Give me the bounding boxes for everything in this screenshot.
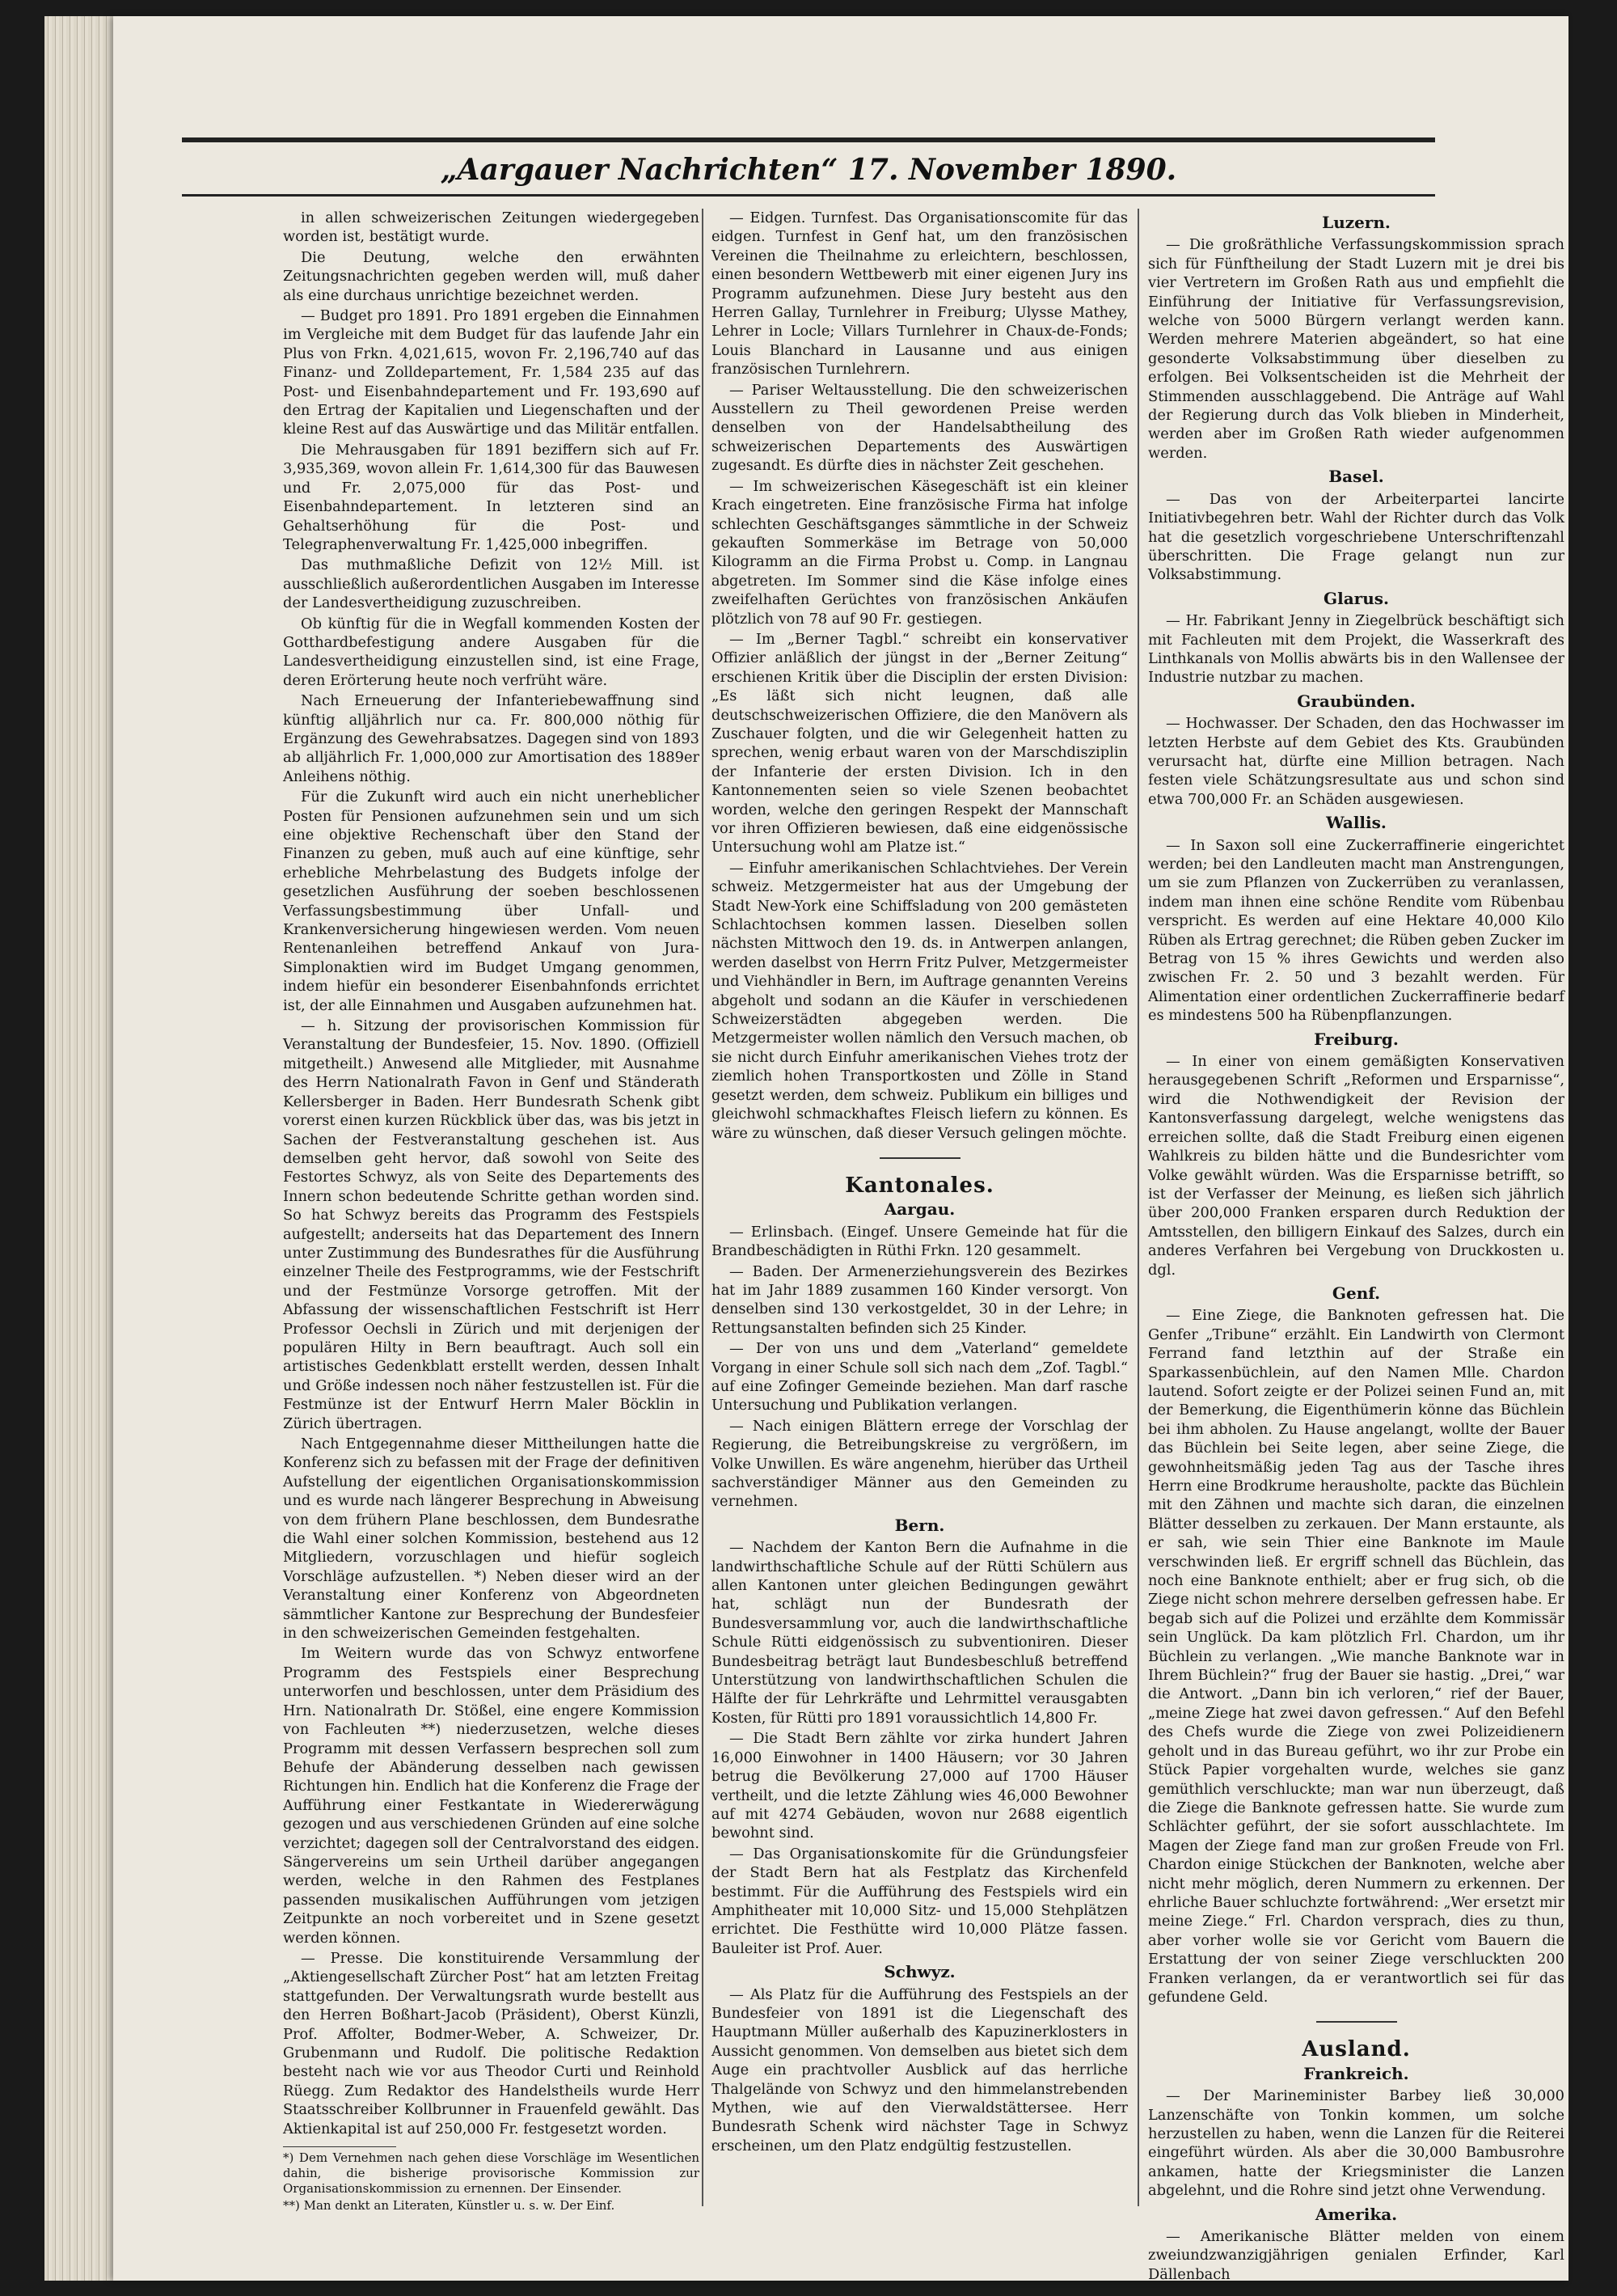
subsection-title-wallis: Wallis. xyxy=(1326,813,1387,833)
footnotes xyxy=(283,2150,699,2214)
article-paragraph: — Im schweizerischen Käsegeschäft ist ein kleiner Krach eingetreten. Eine französische Firma hat infolge schlechten Geschäftsganges sämmtliche in der Schweiz gekauften Sommerkäse im Betrage von 50,000 Kilogramm an die Firma Probst u. Comp. in Langnau abgetreten. Im Sommer sind die Käse infolge eines zweifelhaften Gerüchtes von französischen Ankäufen plötzlich von 78 auf 90 Fr. gestiegen. xyxy=(711,477,1128,628)
article-paragraph: — Im „Berner Tagbl.“ schreibt ein konservativer Offizier anläßlich der jüngst in der „Berner Zeitung“ erschienen Kritik über die Disciplin der ersten Division: „Es läßt sich nicht leugnen, daß alle deutschschweizerischen Offiziere, die den Manövern als Zuschauer folgten, und die wir Gelegenheit hatten zu sprechen, wenig erbaut waren von der Marschdisziplin der Infanterie der ersten Division. Ich in den Kantonnementen seien so viele Szenen beobachtet worden, welche den geringen Respekt der Mannschaft vor ihren Offizieren bewiesen, daß eine eidgenössische Untersuchung wohl am Platze ist.“ xyxy=(711,630,1128,856)
article-paragraph: — In Saxon soll eine Zuckerraffinerie eingerichtet werden; bei den Landleuten macht man Anstrengungen, um sie zum Pflanzen von Zuckerrüben zu veranlassen, indem man ihnen eine schöne Rendite vom Rübenbau verspricht. Es werden auf eine Hektare 40,000 Kilo Rüben als Ertrag gerechnet; die Rüben geben Zucker im Betrag von 15 % ihres Gewichts und werden also zwischen Fr. 2. 50 und 3 bezahlt werden. Für Alimentation einer ordentlichen Zuckerraffinerie bedarf es mindestens 500 ha Rübenpflanzungen. xyxy=(1148,836,1564,1025)
article-paragraph: — Die großräthliche Verfassungskommission sprach sich für Fünftheilung der Stadt Luzern mit je drei bis vier Vertretern im Großen Rath aus und empfiehlt die Einführung der Initiative für Verfassungsrevision, welche von 5000 Bürgern verlangt werden kann. Werden mehrere Materien abgeändert, so hat eine gesonderte Volksabstimmung über dieselben zu erfolgen. Bei Volksentscheiden ist die Mehrheit der Stimmenden ausschlaggebend. Die Anträge auf Wahl der Regierung durch das Volk blieben in Minderheit, werden aber im Großen Rath wieder aufgenommen werden. xyxy=(1148,236,1564,462)
section-rule xyxy=(880,1157,960,1159)
article-paragraph: — In einer von einem gemäßigten Konservativen herausgegebenen Schrift „Reformen und Ersparnisse“, wird die Nothwendigkeit der Revision der Kantonsverfassung dargelegt, welche wenigstens das erreichen sollte, daß die Stadt Freiburg einen eigenen Wahlkreis zu bilden hätte und die Bundesrichter vom Volke gewählt würden. Was die Ersparnisse betrifft, so ist der Verfasser der Meinung, es ließen sich jährlich über 200,000 Franken ersparen durch Reduktion der Amtsstellen, den billigern Einkauf des Salzes, durch ein anderes Verfahren bei Vergebung von Druckkosten u. dgl. xyxy=(1148,1053,1564,1279)
article-paragraph: — Nachdem der Kanton Bern die Aufnahme in die landwirthschaftliche Schule auf der Rütti Schülern aus allen Kantonen unter gleichen Bedingungen gewährt hat, schlägt nun der Bundesrath der Bundesversammlung vor, auch die landwirthschaftliche Schule Rütti eidgenössisch zu subventioniren. Dieser Bundesbeitrag beträgt laut Bundesbeschluß betreffend Unterstützung von landwirthschaftlichen Schulen die Hälfte der für Lehrkräfte und Lehrmittel verausgabten Kosten, für Rütti pro 1891 voraussichtlich 14,800 Fr. xyxy=(711,1539,1128,1727)
article-paragraph: — Der Marineminister Barbey ließ 30,000 Lanzenschäfte von Tonkin kommen, um solche herzustellen zu haben, wenn die Lanzen für die Reiterei eingeführt würden. Als aber die 30,000 Bambusrohre ankamen, hatte der Kriegsminister die Lanzen abgelehnt, und die Rohre sind jetzt ohne Verwendung. xyxy=(1148,2087,1564,2200)
subsection-title-amerika: Amerika. xyxy=(1315,2204,1398,2224)
article-paragraph: — Eidgen. Turnfest. Das Organisationscomite für das eidgen. Turnfest in Genf hat, um den französischen Vereinen die Theilnahme zu erleichtern, beschlossen, einen besondern Wettbewerb mit einer eigenen Jury ins Programm aufzunehmen. Diese Jury besteht aus den Herren Gallay, Turnlehrer in Freiburg; Ulysse Mathey, Lehrer in Locle; Villars Turnlehrer in Chaux-de-Fonds; Louis Blanchard in Lausanne und aus einigen französischen Turnlehrern. xyxy=(711,209,1128,378)
article-paragraph: — h. Sitzung der provisorischen Kommission für Veranstaltung der Bundesfeier, 15. Nov. 1890. (Offiziell mitgetheilt.) Anwesend alle Mitglieder, mit Ausnahme des Herrn Nationalrath Favon in Genf und Ständerath Kellersberger in Baden. Herr Bundesrath Schenk gibt vorerst einen kurzen Rückblick über das, was bis jetzt in Sachen der Festveranstaltung geschehen ist. Aus demselben geht hervor, daß sowohl von Seite des Festortes Schwyz, als von Seite des Departements des Innern schon bedeutende Schritte gethan worden sind. So hat Schwyz bereits das Programm des Festspiels aufgestellt; anderseits hat das Departement des Innern unter Zustimmung des Bundesrathes für die Ausführung einzelner Theile des Festprogramms, wie der Festschrift und der Festmünze Vorsorge getroffen. Mit der Abfassung der wissenschaftlichen Festschrift ist Herr Professor Oechsli in Zürich und mit derjenigen der populären Hilty in Bern beauftragt. Auch soll ein artistisches Gedenkblatt erstellt werden, dessen Inhalt und Größe indessen noch näher festzustellen ist. Für die Festmünze ist der Entwurf Herrn Maler Böcklin in Zürich übertragen. xyxy=(283,1017,699,1432)
header-rule-top xyxy=(182,137,1435,142)
article-paragraph: — Pariser Weltausstellung. Die den schweizerischen Ausstellern zu Theil gewordenen Preise werden denselben von der Handelsabtheilung des schweizerischen Departements des Auswärtigen zugesandt. Es dürfte dies in nächster Zeit geschehen. xyxy=(711,381,1128,475)
article-paragraph: — Presse. Die konstituirende Versammlung der „Aktiengesellschaft Zürcher Post“ hat am letzten Freitag stattgefunden. Der Verwaltungsrath wurde bestellt aus den Herren Boßhart-Jacob (Präsident), Oberst Künzli, Prof. Affolter, Bodmer-Weber, A. Schweizer, Dr. Grubenmann und Rudolf. Die politische Redaktion besteht nach wie vor aus Theodor Curti und Reinhold Rüegg. Zum Redaktor des Handelstheils wurde Herr Staatsschreiber Kollbrunner in Frauenfeld gewählt. Das Aktienkapital ist auf 250,000 Fr. festgesetzt worden. xyxy=(283,1949,699,2137)
article-paragraph: in allen schweizerischen Zeitungen wiedergegeben worden ist, bestätigt wurde. xyxy=(283,209,699,246)
column-right xyxy=(1148,209,1564,2285)
article-paragraph: Die Mehrausgaben für 1891 beziffern sich auf Fr. 3,935,369, wovon allein Fr. 1,614,300 für das Bauwesen und Fr. 2,075,000 für das Post- und Eisenbahndepartement. In letzteren sind an Gehaltserhöhung für die Post- und Telegraphenverwaltung Fr. 1,425,000 inbegriffen. xyxy=(283,441,699,553)
article-paragraph: — Die Stadt Bern zählte vor zirka hundert Jahren 16,000 Einwohner in 1400 Häusern; vor 30 Jahren betrug die Bevölkerung 27,000 auf 1700 Häuser vertheilt, und die letzte Zählung wies 46,000 Bewohner auf mit 4274 Gebäuden, wovon nur 2688 eigentlich bewohnt sind. xyxy=(711,1730,1128,1842)
section-title-kantonales: Kantonales. xyxy=(845,1173,994,1198)
article-paragraph: Für die Zukunft wird auch ein nicht unerheblicher Posten für Pensionen aufzunehmen sein und um sich eine objektive Rechenschaft über den Stand der Finanzen zu geben, muß auch auf eine künftige, sehr erhebliche Mehrbelastung des Budgets infolge der gesetzlichen Ausführung der soeben beschlossenen Verfassungsbestimmung über Unfall- und Krankenversicherung hingewiesen werden. Vom neuen Rentenanleihen betreffend Ankauf von Jura-Simplonaktien wird im Budget Umgang genommen, indem hiefür ein besonderer Eisenbahnfonds errichtet ist, der alle Einnahmen und Ausgaben aufzunehmen hat. xyxy=(283,789,699,1014)
article-paragraph: — Das Organisationskomite für die Gründungsfeier der Stadt Bern hat als Festplatz das Kirchenfeld bestimmt. Für die Aufführung des Festspiels wird ein Amphitheater mit 10,000 Sitz- und 15,000 Stehplätzen errichtet. Die Festhütte wird 10,000 Plätze fassen. Bauleiter ist Prof. Auer. xyxy=(711,1845,1128,1957)
subsection-title-basel: Basel. xyxy=(1328,467,1384,487)
article-paragraph: — Als Platz für die Aufführung des Festspiels an der Bundesfeier von 1891 ist die Liegenschaft des Hauptmann Müller außerhalb des Kapuzinerklosters in Aussicht genommen. Von demselben aus bietet sich dem Auge ein prachtvoller Ausblick auf das herrliche Thalgelände von Schwyz und den himmelanstrebenden Mythen, wie auf den Vierwaldstättersee. Herr Bundesrath Schenk wird nächster Tage in Schwyz erscheinen, um den Platz endgültig festzustellen. xyxy=(711,1985,1128,2154)
article-paragraph: — Budget pro 1891. Pro 1891 ergeben die Einnahmen im Vergleiche mit dem Budget für das laufende Jahr ein Plus von Frkn. 4,021,615, wovon Fr. 2,196,740 auf das Finanz- und Zolldepartement, Fr. 1,584 235 auf das Post- und Eisenbahndepartement und Fr. 193,690 auf den Ertrag der Kapitalien und Liegenschaften und der kleine Rest auf das Auswärtige und das Militär entfallen. xyxy=(283,307,699,438)
header-rule-bottom xyxy=(182,194,1435,197)
subsection-title-graubuenden: Graubünden. xyxy=(1297,691,1416,711)
article-paragraph: — Baden. Der Armenerziehungsverein des Bezirkes hat im Jahr 1889 zusammen 160 Kinder versorgt. Von denselben sind 130 verkostgeldet, 30 in der Lehre; in Rettungsanstalten befinden sich 25 Kinder. xyxy=(711,1262,1128,1337)
article-paragraph: — Nach einigen Blättern errege der Vorschlag der Regierung, die Betreibungskreise zu vergrößern, im Volke Unwillen. Es wäre angenehm, hierüber das Urtheil sachverständiger Männer aus den Gemeinden zu vernehmen. xyxy=(711,1417,1128,1511)
subsection-title-schwyz: Schwyz. xyxy=(884,1962,956,1982)
article-paragraph: Ob künftig für die in Wegfall kommenden Kosten der Gotthardbefestigung andere Ausgaben für die Landesvertheidigung einzustellen sind, ist eine Frage, deren Erörterung heute noch verfrüht wäre. xyxy=(283,615,699,689)
column-left xyxy=(283,209,699,2215)
footnote: **) Man denkt an Literaten, Künstler u. s. w. Der Einf. xyxy=(283,2198,615,2214)
footnote: *) Dem Vernehmen nach gehen diese Vorschläge im Wesentlichen dahin, die bisherige provisorische Kommission zur Organisationskommission zu ernennen. Der Einsender. xyxy=(283,2150,699,2197)
article-paragraph: Das muthmaßliche Defizit von 12½ Mill. ist ausschließlich außerordentlichen Ausgaben im Interesse der Landesvertheidigung zuzuschreiben. xyxy=(283,556,699,612)
column-middle xyxy=(711,209,1128,2157)
subsection-title-glarus: Glarus. xyxy=(1324,588,1389,608)
article-paragraph: — Erlinsbach. (Eingef. Unsere Gemeinde hat für die Brandbeschädigten in Rüthi Frkn. 120 gesammelt. xyxy=(711,1223,1128,1260)
article-paragraph: Nach Entgegennahme dieser Mittheilungen hatte die Konferenz sich zu befassen mit der Frage der definitiven Aufstellung der eigentlichen Organisationskommission und es wurde nach längerer Besprechung in Abweisung von dem frühern Plane beschlossen, dem Bundesrathe die Wahl einer solchen Kommission, bestehend aus 12 Mitgliedern, vorzuschlagen und hiefür sogleich Vorschläge aufzustellen. *) Neben dieser wird an der Veranstaltung einer Konferenz von Abgeordneten sämmtlicher Kantone zur Besprechung der Bundesfeier in den schweizerischen Gemeinden festgehalten. xyxy=(283,1436,699,1643)
article-paragraph: — Amerikanische Blätter melden von einem zweiundzwanzigjährigen genialen Erfinder, Karl Dällenbach xyxy=(1148,2228,1564,2283)
subsection-title-genf: Genf. xyxy=(1332,1283,1381,1303)
subsection-title-freiburg: Freiburg. xyxy=(1314,1029,1399,1049)
section-title-ausland: Ausland. xyxy=(1302,2037,1411,2062)
article-paragraph: — Einfuhr amerikanischen Schlachtviehes. Der Verein schweiz. Metzgermeister hat aus der Umgebung der Stadt New-York eine Schiffsladung von 200 gemästeten Schlachtochsen kommen lassen. Dieselben sollen nächsten Mittwoch den 19. ds. in Antwerpen anlangen, werden daselbst von Herrn Fritz Pulver, Metzgermeister und Viehhändler in Bern, im Auftrage genannten Vereins abgeholt und sodann an die Käufer in verschiedenen Schweizerstädten abgegeben werden. Die Metzgermeister wollen nämlich den Versuch machen, ob sie nicht durch Einfuhr amerikanischen Viehes trotz der ziemlich hohen Transportkosten und Zölle in Stand gesetzt werden, dem schweiz. Publikum ein billiges und gleichwohl schmackhaftes Fleisch liefern zu können. Es wäre zu wünschen, daß dieser Versuch gelingen möchte. xyxy=(711,859,1128,1142)
article-paragraph: Nach Erneuerung der Infanteriebewaffnung sind künftig alljährlich nur ca. Fr. 800,000 nöthig für Ergänzung des Gewehrabsatzes. Dagegen sind von 1893 ab alljährlich Fr. 1,000,000 zur Amortisation des 1889er Anleihens nöthig. xyxy=(283,692,699,785)
footnote-rule xyxy=(283,2146,396,2147)
article-paragraph: — Der von uns und dem „Vaterland“ gemeldete Vorgang in einer Schule soll sich nach dem „Zof. Tagbl.“ auf eine Zofinger Gemeinde beziehen. Man darf rasche Untersuchung und Publikation verlangen. xyxy=(711,1340,1128,1414)
subsection-title-aargau: Aargau. xyxy=(884,1199,956,1220)
section-rule xyxy=(1316,2021,1397,2023)
column-divider xyxy=(702,209,703,2206)
column-divider xyxy=(1138,209,1139,2206)
article-paragraph: — Hr. Fabrikant Jenny in Ziegelbrück beschäftigt sich mit Fachleuten mit dem Projekt, die Wasserkraft des Linthkanals von Mollis abwärts bis in den Wallensee der Industrie nutzbar zu machen. xyxy=(1148,612,1564,687)
subsection-title-luzern: Luzern. xyxy=(1322,213,1391,232)
subsection-title-frankreich: Frankreich. xyxy=(1303,2063,1409,2083)
article-paragraph: — Das von der Arbeiterpartei lancirte Initiativbegehren betr. Wahl der Richter durch das Volk hat die gesetzlich vorgeschriebene Unterschriftenzahl überschritten. Die Frage gelangt nun zur Volksabstimmung. xyxy=(1148,490,1564,584)
subsection-title-bern: Bern. xyxy=(894,1515,945,1535)
article-paragraph: — Eine Ziege, die Banknoten gefressen hat. Die Genfer „Tribune“ erzählt. Ein Landwirth von Clermont Ferrand fand letzthin auf der Straße ein Sparkassenbüchlein, auf den Namen Mlle. Chardon lautend. Sofort zeigte er der Polizei seinen Fund an, mit der Bemerkung, die Eigenthümerin könne das Büchlein bei ihm abholen. Zu Hause angelangt, wollte der Bauer das Büchlein bei Seite legen, aber seine Ziege, die gewohnheitsmäßig jeden Tag aus der Tasche ihres Herrn eine Brodkrume herausholte, packte das Büchlein mit den Zähnen und machte sich daran, die einzelnen Blätter desselben zu zerkauen. Der Mann erstaunte, als er sah, wie sein Thier eine Banknote im Maule verschwinden ließ. Er ergriff schnell das Büchlein, das noch eine Banknote enthielt; aber er frug sich, ob die Ziege nicht schon mehrere derselben gefressen habe. Er begab sich auf die Polizei und erzählte dem Kommissär sein Unglück. Da kam plötzlich Frl. Chardon, um ihr Büchlein zu verlangen. „Wie manche Banknote war in Ihrem Büchlein?“ frug der Bauer sie hastig. „Drei,“ war die Antwort. „Dann bin ich verloren,“ rief der Bauer, „meine Ziege hat zwei davon gefressen.“ Auf den Befehl des Chefs wurde die Ziege von zwei Polizeidienern geholt und in das Bureau geführt, wo ihr zur Probe ein Stück Papier vorgehalten wurde, welches sie ganz gemüthlich verschluckte; man war nun überzeugt, daß die Ziege die Banknote gefressen hatte. Sie wurde zum Schlächter geführt, der sie sofort ausschlachtete. Im Magen der Ziege fand man zur großen Freude von Frl. Chardon einige Stückchen der Banknoten, welche aber nicht mehr möglich, deren Nummern zu erkennen. Der ehrliche Bauer schluchzte fortwährend: „Wer ersetzt mir meine Ziege.“ Frl. Chardon versprach, dies zu thun, aber vorher wolle sie vor Gericht vom Bauern die Erstattung der von seiner Ziege verschluckten 200 Franken verlangen, da er verantwortlich sei für das gefundene Geld. xyxy=(1148,1307,1564,2006)
article-paragraph: — Hochwasser. Der Schaden, den das Hochwasser im letzten Herbste auf dem Gebiet des Kts. Graubünden verursacht hat, dürfte eine Million betragen. Nach festen viele Schätzungsresultate aus und schon sind etwa 700,000 Fr. an Schäden ausgewiesen. xyxy=(1148,715,1564,808)
article-paragraph: Die Deutung, welche den erwähnten Zeitungsnachrichten gegeben werden will, muß daher als eine durchaus unrichtige bezeichnet werden. xyxy=(283,248,699,304)
masthead: „Aargauer Nachrichten“ 17. November 1890. xyxy=(440,153,1177,187)
article-paragraph: Im Weitern wurde das von Schwyz entworfene Programm des Festspiels einer Besprechung unterworfen und beschlossen, unter dem Präsidium des Hrn. Nationalrath Dr. Stößel, eine engere Kommission von Fachleuten **) niederzusetzen, welche dieses Programm mit dessen Verfassern besprechen soll zum Behufe der Abänderung desselben nach gewissen Richtungen hin. Endlich hat die Konferenz die Frage der Aufführung einer Festkantate in Wiedererwägung gezogen und aus verschiedenen Gründen auf eine solche verzichtet; dagegen soll der Centralvorstand des eidgen. Sängervereins um sein Urtheil darüber angegangen werden, welche in den Rahmen des Festplanes passenden musikalischen Aufführungen vom jetzigen Zeitpunkte an noch vorbereitet und in Szene gesetzt werden können. xyxy=(283,1645,699,1947)
